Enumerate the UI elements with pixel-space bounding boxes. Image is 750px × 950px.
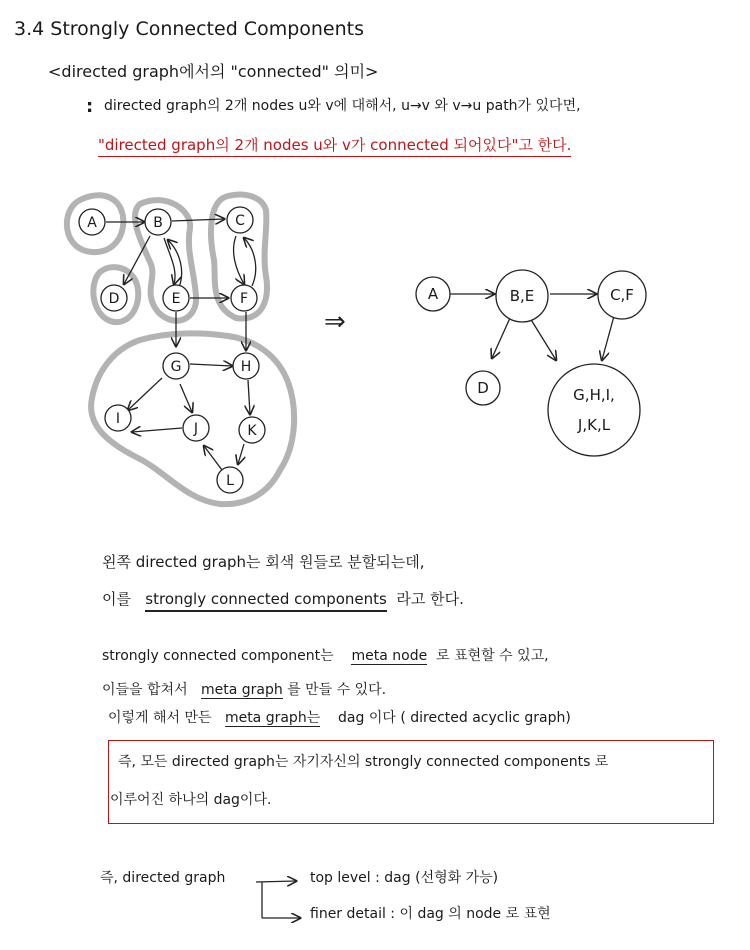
node-k-label: K: [247, 423, 257, 439]
node-f-label: F: [239, 291, 249, 307]
meta-node-ghijkl-line2: J,K,L: [577, 416, 611, 434]
meta-line-3-pre: 이렇게 해서 만든: [108, 710, 212, 726]
scc-term: strongly connected components: [145, 590, 387, 612]
node-l-label: L: [226, 473, 234, 489]
meta-node-term: meta node: [351, 648, 428, 664]
node-a-label: A: [87, 215, 97, 231]
transform-arrow: ⇒: [324, 307, 346, 337]
definition-line-1: directed graph의 2개 nodes u와 v에 대해서, u→v 와 v→u path가 있다면,: [104, 98, 581, 114]
meta-node-d-label: D: [477, 379, 489, 397]
subheading: <directed graph에서의 "connected" 의미>: [48, 62, 379, 81]
body-line-1: 왼쪽 directed graph는 회색 원들로 분할되는데,: [102, 553, 425, 571]
conclusion-line-1: 즉, 모든 directed graph는 자기자신의 strongly connected components 로: [118, 754, 609, 770]
meta-line-2-post: 를 만들 수 있다.: [287, 682, 387, 698]
summary-top-level: top level : dag (선형화 가능): [310, 870, 499, 886]
meta-line-2-pre: 이들을 합쳐서: [102, 682, 188, 698]
meta-node-cf-label: C,F: [610, 286, 634, 304]
meta-line-1-pre: strongly connected component는: [102, 648, 334, 664]
body-line-2-post: 라고 한다.: [396, 590, 464, 608]
definition-line-2: "directed graph의 2개 nodes u와 v가 connected 되어있다"고 한다.: [98, 136, 571, 157]
node-c-label: C: [235, 213, 245, 229]
meta-node-ghijkl-line1: G,H,I,: [573, 386, 615, 404]
meta-node-a-label: A: [427, 285, 439, 303]
conclusion-line-2: 이루어진 하나의 dag이다.: [110, 792, 272, 808]
node-h-label: H: [240, 359, 252, 375]
meta-line-3-post: dag 이다 ( directed acyclic graph): [338, 710, 571, 726]
summary-prefix: 즉, directed graph: [100, 870, 226, 886]
body-line-2-pre: 이를: [102, 590, 131, 608]
section-title: 3.4 Strongly Connected Components: [14, 18, 365, 40]
node-i-label: I: [115, 411, 121, 427]
summary-finer-detail: finer detail : 이 dag 의 node 로 표현: [310, 906, 551, 922]
node-j-label: J: [193, 421, 199, 437]
meta-node-be-label: B,E: [509, 287, 535, 305]
node-d-label: D: [108, 291, 120, 307]
bullet-dot: :: [86, 96, 94, 117]
meta-line-1-post: 로 표현할 수 있고,: [436, 648, 549, 664]
meta-graph-dag-term: meta graph는: [224, 710, 321, 726]
node-b-label: B: [153, 215, 163, 231]
node-e-label: E: [171, 291, 181, 307]
node-g-label: G: [170, 359, 182, 375]
meta-graph-term: meta graph: [200, 682, 283, 698]
